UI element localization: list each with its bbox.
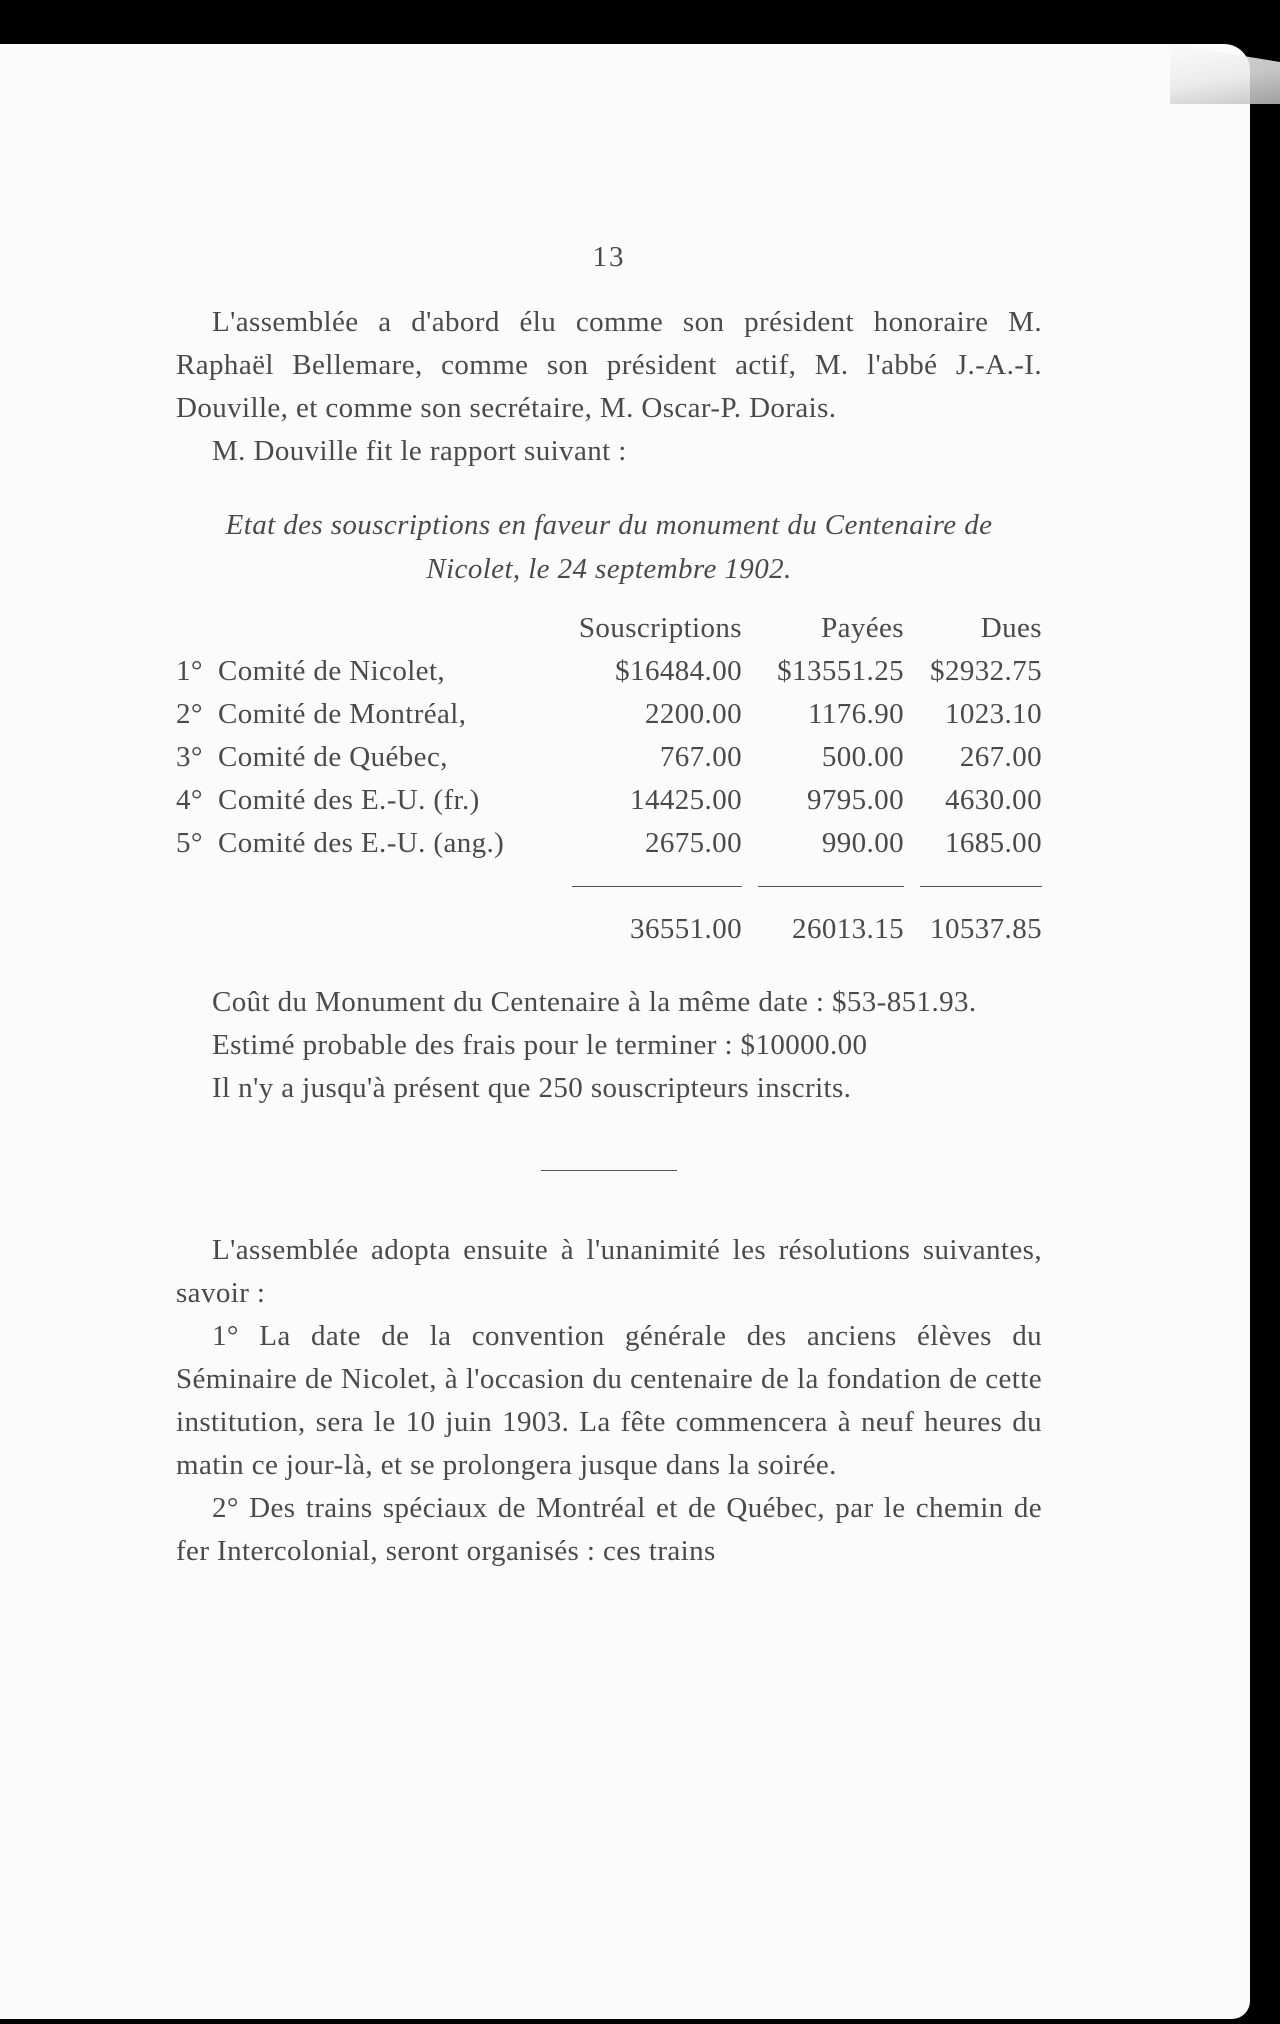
table-row — [176, 736, 1042, 779]
cell-dues: 267.00 — [959, 741, 1042, 773]
cell-dues: 1685.00 — [944, 827, 1042, 859]
column-header-payees: Payées — [821, 612, 904, 644]
table-row — [176, 779, 1042, 822]
totals-rule-row — [176, 865, 1042, 908]
row-label: Comité des E.-U. (fr.) — [218, 784, 480, 816]
page-content — [176, 236, 1042, 1573]
cell-souscriptions: 2200.00 — [644, 698, 742, 730]
resolution-item-1: 1° La date de la convention générale des anciens élèves du Séminaire de Nicolet, à l'occasion du centenaire de la fondation de cette institution, sera le 10 juin 1903. La fête commencera à neuf heures du matin ce jour-là, et se prolongera jusque dans la soirée. — [176, 1320, 1042, 1481]
row-ordinal: 4° — [176, 784, 203, 816]
cost-line: Coût du Monument du Centenaire à la même date : $53-851.93. — [212, 986, 977, 1018]
cell-souscriptions: 2675.00 — [644, 827, 742, 859]
totals-rule — [758, 886, 904, 887]
report-intro: M. Douville fit le rapport suivant : — [212, 435, 627, 467]
cell-dues: 1023.10 — [944, 698, 1042, 730]
cell-souscriptions: 14425.00 — [630, 784, 742, 816]
cell-payees: 1176.90 — [808, 698, 904, 730]
row-label: Comité des E.-U. (ang.) — [218, 827, 505, 859]
cell-souscriptions: $16484.00 — [615, 655, 742, 687]
total-dues: 10537.85 — [930, 913, 1042, 945]
cell-dues: 4630.00 — [944, 784, 1042, 816]
table-header-row — [176, 607, 1042, 650]
column-header-souscriptions: Souscriptions — [578, 612, 742, 644]
column-header-dues: Dues — [980, 612, 1042, 644]
subscriptions-table — [176, 607, 1042, 951]
row-ordinal: 5° — [176, 827, 203, 859]
table-caption: Etat des souscriptions en faveur du monument du Centenaire de Nicolet, le 24 septembre 1902. — [225, 509, 993, 585]
row-label: Comité de Québec, — [218, 741, 448, 773]
table-row — [176, 693, 1042, 736]
summary-block — [176, 981, 1042, 1110]
totals-row — [176, 908, 1042, 951]
estimate-line: Estimé probable des frais pour le terminer : $10000.00 — [212, 1029, 868, 1061]
table-row — [176, 650, 1042, 693]
cell-payees: $13551.25 — [777, 655, 904, 687]
intro-paragraph: L'assemblée a d'abord élu comme son président honoraire M. Raphaël Bellemare, comme son président actif, M. l'abbé J.-A.-I. Douville, et comme son secrétaire, M. Oscar-P. Dorais. — [176, 306, 1042, 424]
cell-payees: 500.00 — [821, 741, 904, 773]
table-row — [176, 822, 1042, 865]
totals-rule — [920, 886, 1042, 887]
resolutions-intro: L'assemblée adopta ensuite à l'unanimité les résolutions suivantes, savoir : — [176, 1234, 1042, 1309]
row-ordinal: 3° — [176, 741, 203, 773]
total-souscriptions: 36551.00 — [630, 913, 742, 945]
row-label: Comité de Montréal, — [218, 698, 467, 730]
totals-rule — [572, 886, 742, 887]
resolution-item-2: 2° Des trains spéciaux de Montréal et de Québec, par le chemin de fer Intercolonial, seront organisés : ces trains — [176, 1492, 1042, 1567]
total-payees: 26013.15 — [792, 913, 904, 945]
row-label: Comité de Nicolet, — [218, 655, 446, 687]
cell-payees: 990.00 — [821, 827, 904, 859]
row-ordinal: 1° — [176, 655, 203, 687]
cell-payees: 9795.00 — [806, 784, 904, 816]
cell-souscriptions: 767.00 — [659, 741, 742, 773]
section-divider — [541, 1170, 677, 1171]
cell-dues: $2932.75 — [930, 655, 1042, 687]
page-curl-shadow — [1170, 44, 1280, 104]
row-ordinal: 2° — [176, 698, 203, 730]
subscribers-line: Il n'y a jusqu'à présent que 250 souscripteurs inscrits. — [212, 1072, 852, 1104]
page-number: 13 — [592, 241, 626, 273]
